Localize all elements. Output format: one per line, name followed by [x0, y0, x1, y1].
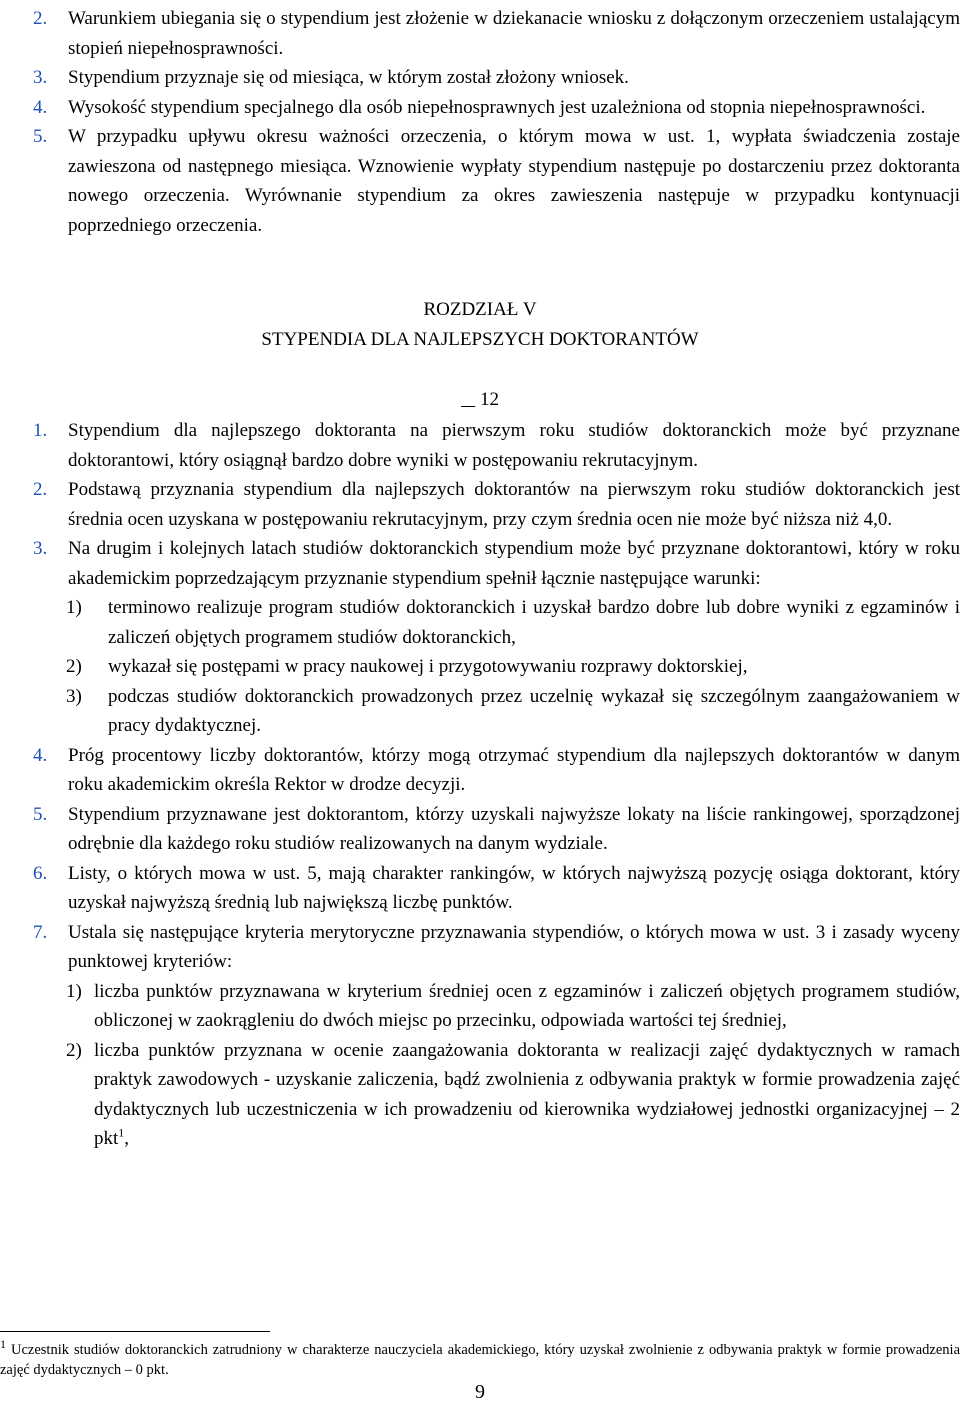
sub-item-number: 2)	[66, 656, 82, 677]
sub-item-number: 1)	[66, 980, 82, 1002]
list-item	[0, 93, 960, 123]
paragraph-sign	[461, 389, 475, 410]
sub-list-item	[0, 682, 960, 741]
section-top	[0, 4, 960, 240]
item-number: 7.	[33, 921, 48, 943]
item-text: Listy, o których mowa w ust. 5, mają charakter rankingów, w których najwyższą pozycję osiąga doktorant, który uzyskał najwyższą średnią lub największą liczbę punktów.	[68, 862, 960, 913]
chapter-heading	[0, 295, 960, 354]
sub-item-text: podczas studiów doktoranckich prowadzonych przez uczelnię wykazał się szczególnym zaangażowaniem w pracy dydaktycznej.	[108, 685, 960, 736]
sub-item-text: wykazał się postępami w pracy naukowej i przygotowywaniu rozprawy doktorskiej,	[108, 656, 748, 677]
item-number: 2.	[33, 479, 48, 500]
list-item	[0, 918, 960, 977]
list-item	[0, 4, 960, 63]
sub-list-item	[0, 977, 960, 1036]
item-text: Ustala się następujące kryteria merytoryczne przyznawania stypendiów, o których mowa w ust. 3 i zasady wyceny punktowej kryteriów:	[68, 921, 960, 972]
list-item	[0, 741, 960, 800]
sub-item-tail: ,	[124, 1128, 130, 1149]
list-item	[0, 63, 960, 93]
footnote-text: Uczestnik studiów doktoranckich zatrudniony w charakterze nauczyciela akademickiego, który uzyskał zwolnienie z odbywania praktyk w formie prowadzenia zajęć dydaktycznych – 0 pkt.	[0, 1342, 960, 1378]
sub-item-text: terminowo realizuje program studiów doktoranckich i uzyskał bardzo dobre lub dobre wyniki z egzaminów i zaliczeń objętych programem studiów doktoranckich,	[108, 597, 960, 648]
sub-item-text: liczba punktów przyznana w ocenie zaangażowania doktoranta w realizacji zajęć dydaktycznych w ramach praktyk zawodowych - uzyskanie zaliczenia, bądź zwolnienia z odbywania praktyk w formie prowadzenia zajęć dydaktycznych lub uczestniczenia w ich prowadzeniu od kierownika wydziałowej jednostki organizacyjnej – 2 pkt	[94, 1039, 960, 1149]
section-main	[0, 416, 960, 1154]
sub-list-item	[0, 652, 960, 682]
item-number: 5.	[33, 803, 48, 825]
item-text: Wysokość stypendium specjalnego dla osób niepełnosprawnych jest uzależniona od stopnia niepełnosprawności.	[68, 96, 926, 118]
paragraph-heading	[0, 385, 960, 415]
list-item	[0, 534, 960, 593]
footnote	[0, 1337, 960, 1380]
list-item	[0, 859, 960, 918]
item-number: 1.	[33, 420, 48, 441]
item-text: Stypendium dla najlepszego doktoranta na pierwszym roku studiów doktoranckich może być przyznane doktorantowi, który osiągnął bardzo dobre wyniki w postępowaniu rekrutacyjnym.	[68, 420, 960, 471]
item-text: Stypendium przyznaje się od miesiąca, w którym został złożony wniosek.	[68, 67, 629, 88]
sub-item-text-wrapper	[94, 1036, 960, 1154]
item-text: Próg procentowy liczby doktorantów, którzy mogą otrzymać stypendium dla najlepszych doktorantów w danym roku akademickim określa Rektor w drodze decyzji.	[68, 744, 960, 795]
list-item	[0, 122, 960, 240]
item-number: 4.	[33, 96, 48, 118]
item-number: 5.	[33, 126, 48, 147]
sub-list-item	[0, 1036, 960, 1154]
sub-item-number: 1)	[66, 597, 82, 618]
paragraph-number: 12	[480, 389, 499, 410]
chapter-title: ROZDZIAŁ V	[423, 299, 537, 320]
item-number: 3.	[33, 67, 48, 88]
item-text: Warunkiem ubiegania się o stypendium jest złożenie w dziekanacie wniosku z dołączonym orzeczeniem ustalającym stopień niepełnosprawności.	[68, 8, 960, 59]
footnote-divider	[0, 1331, 270, 1332]
item-number: 6.	[33, 862, 48, 884]
sub-item-number: 3)	[66, 685, 82, 707]
item-text: Podstawą przyznania stypendium dla najlepszych doktorantów na pierwszym roku studiów doktoranckich jest średnia ocen uzyskana w postępowaniu rekrutacyjnym, przy czym średnia ocen nie może być niższa niż 4,0.	[68, 479, 960, 530]
item-number: 3.	[33, 538, 48, 559]
item-text: W przypadku upływu okresu ważności orzeczenia, o którym mowa w ust. 1, wypłata świadczenia zostaje zawieszona od następnego miesiąca. Wznowienie wypłaty stypendium następuje po dostarczeniu przez doktoranta nowego orzeczenia. Wyrównanie stypendium za okres zawieszenia następuje w przypadku kontynuacji poprzedniego orzeczenia.	[68, 126, 960, 236]
page-number: 9	[475, 1381, 485, 1403]
sub-item-number: 2)	[66, 1039, 82, 1061]
item-text: Na drugim i kolejnych latach studiów doktoranckich stypendium może być przyznane doktorantowi, który w roku akademickim poprzedzającym przyznanie stypendium spełnił łącznie następujące warunki:	[68, 538, 960, 589]
item-text: Stypendium przyznawane jest doktorantom, którzy uzyskali najwyższe lokaty na liście rankingowej, sporządzonej odrębnie dla każdego roku studiów realizowanych na danym wydziale.	[68, 803, 960, 854]
list-item	[0, 800, 960, 859]
item-number: 4.	[33, 744, 48, 766]
sub-item-text: liczba punktów przyznawana w kryterium średniej ocen z egzaminów i zaliczeń objętych programem studiów, obliczonej w zaokrągleniu do dwóch miejsc po przecinku, odpowiada wartości tej średniej,	[94, 980, 960, 1031]
footnote-marker: 1	[0, 1337, 6, 1352]
item-number: 2.	[33, 8, 48, 29]
footnote-reference: 1	[118, 1125, 125, 1140]
list-item	[0, 416, 960, 475]
chapter-subtitle: STYPENDIA DLA NAJLEPSZYCH DOKTORANTÓW	[261, 328, 699, 350]
list-item	[0, 475, 960, 534]
sub-list-item	[0, 593, 960, 652]
